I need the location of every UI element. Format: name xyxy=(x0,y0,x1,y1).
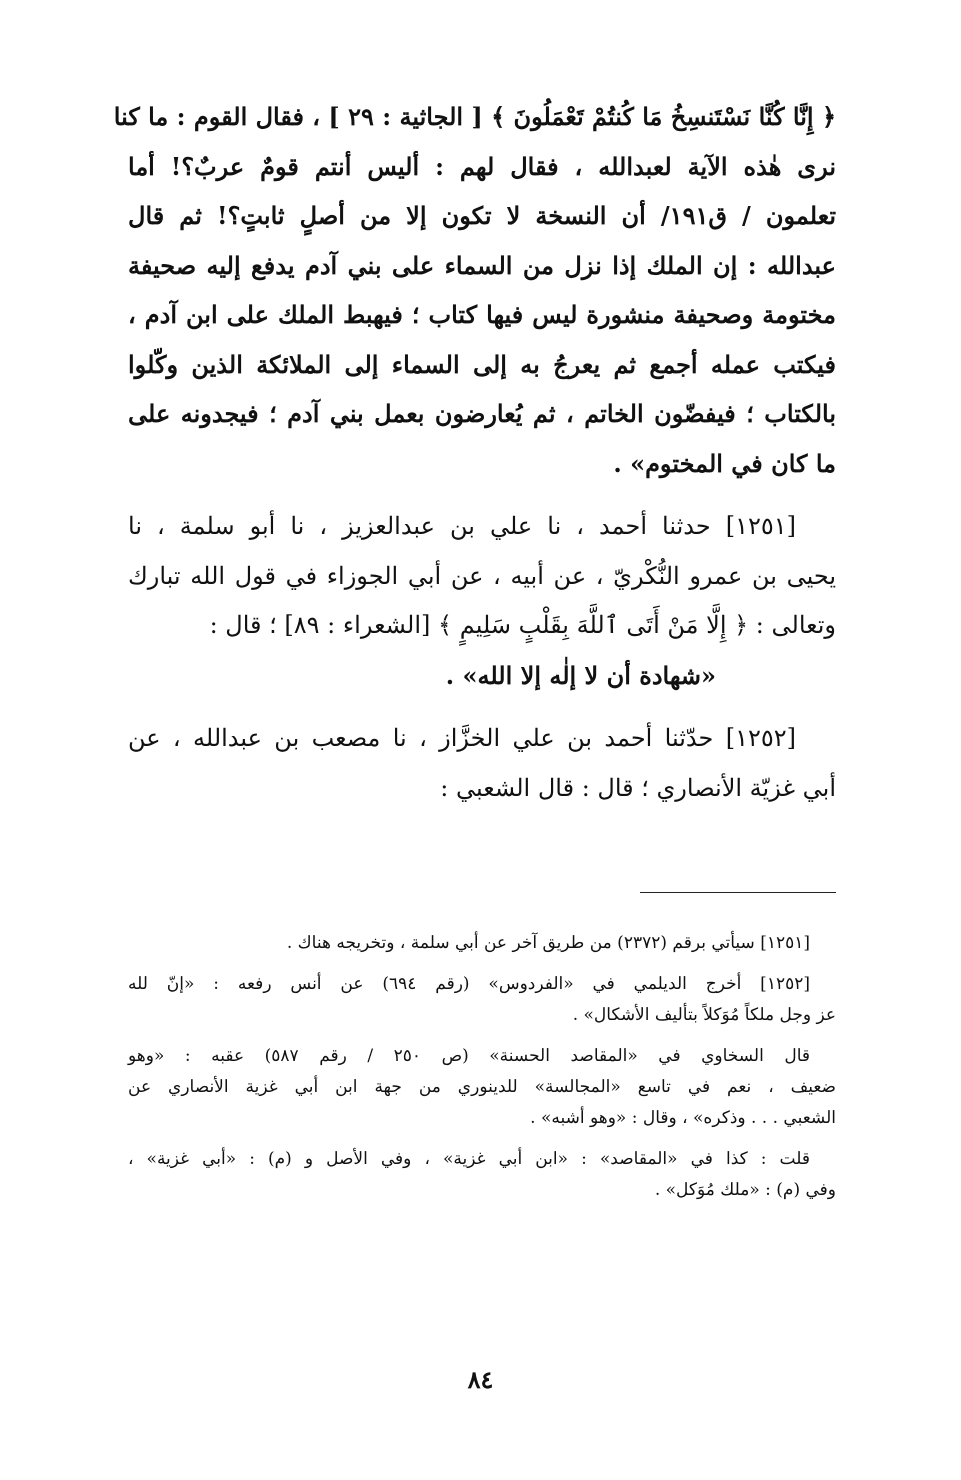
text-line: [١٢٥٢] حدّثنا أحمد بن علي الخزَّاز ، نا مصعب بن عبدالله ، عن xyxy=(128,724,796,752)
footnote-divider xyxy=(640,892,836,893)
shahada-line: «شهادة أن لا إلٰه إلا الله» . xyxy=(445,660,716,690)
footnote-line: الشعبي . . . وذكره» ، وقال : «وهو أشبه» . xyxy=(530,1108,836,1128)
text-line: تعلمون / ق١٩١/ أن النسخة لا تكون إلا من أصلٍ ثابتٍ؟! ثم قال xyxy=(128,201,837,230)
footnote-1252 xyxy=(128,969,836,1031)
text-line: مختومة وصحيفة منشورة ليس فيها كتاب ؛ فيهبط الملك على ابن آدم ، xyxy=(128,300,836,329)
footnote-1251 xyxy=(128,928,836,959)
text-line: نرى هٰذه الآية لعبدالله ، فقال لهم : أليس أنتم قومٌ عربٌ؟! أما xyxy=(128,151,836,181)
footnote-line: ضعيف ، نعم في تاسع «المجالسة» للدينوري من جهة ابن أبي غزية الأنصاري عن xyxy=(128,1077,836,1097)
footnote-line: قلت : كذا في «المقاصد» : «ابن أبي غزية» ، وفي الأصل و (م) : «أبي غزية» ، xyxy=(128,1149,810,1169)
footnotes-block xyxy=(128,928,836,1216)
text-line: يحيى بن عمرو النُّكْريّ ، عن أبيه ، عن أبي الجوزاء في قول الله تبارك xyxy=(128,561,836,590)
footnote-line: عز وجل ملكاً مُوَكلاً بتأليف الأشكال» . xyxy=(572,1005,836,1025)
text-line: وتعالى : ﴿ إِلَّا مَنْ أَتَى ٱللَّهَ بِقَلْبٍ سَلِيمٍ ﴾ [الشعراء : ٨٩] ؛ قال : xyxy=(209,611,836,639)
footnote-sakhawi xyxy=(128,1041,836,1134)
paragraph-quran-explanation xyxy=(113,92,837,488)
footnote-line: وفي (م) : «ملك مُوَكل» . xyxy=(654,1180,836,1200)
text-line: فيكتب عمله أجمع ثم يعرجُ به إلى السماء إلى الملائكة الذين وكّلوا xyxy=(128,349,836,379)
text-line: أبي غزيّة الأنصاري ؛ قال : قال الشعبي : xyxy=(440,773,836,802)
text-line: ﴿ إِنَّا كُنَّا نَسْتَنسِخُ مَا كُنتُمْ تَعْمَلُونَ ﴾ [ الجاثية : ٢٩ ] ، فقال القوم : ما كنا xyxy=(113,102,836,131)
footnote-line: [١٢٥١] سيأتي برقم (٢٣٧٢) من طريق آخر عن أبي سلمة ، وتخريجه هناك . xyxy=(286,933,810,953)
footnote-line: قال السخاوي في «المقاصد الحسنة» (ص ٢٥٠ / رقم ٥٨٧) عقبه : «وهو xyxy=(128,1046,811,1066)
text-line: بالكتاب ؛ فيفضّون الخاتم ، ثم يُعارضون بعمل بني آدم ؛ فيجدونه على xyxy=(128,399,836,428)
text-line: عبدالله : إن الملك إذا نزل من السماء على بني آدم يدفع إليه صحيفة xyxy=(128,250,836,280)
text-line: [١٢٥١] حدثنا أحمد ، نا علي بن عبدالعزيز ، نا أبو سلمة ، نا xyxy=(128,512,796,540)
text-line: ما كان في المختوم» . xyxy=(613,448,836,478)
paragraph-hadith-1251 xyxy=(128,502,836,700)
footnote-line: [١٢٥٢] أخرج الديلمي في «الفردوس» (رقم ٦٩٤) عن أنس رفعه : «إنّ لله xyxy=(128,974,810,994)
footnote-qultu xyxy=(128,1144,836,1206)
paragraph-hadith-1252 xyxy=(128,714,836,813)
main-text-block xyxy=(113,92,837,813)
page-number: ٨٤ xyxy=(467,1365,494,1394)
